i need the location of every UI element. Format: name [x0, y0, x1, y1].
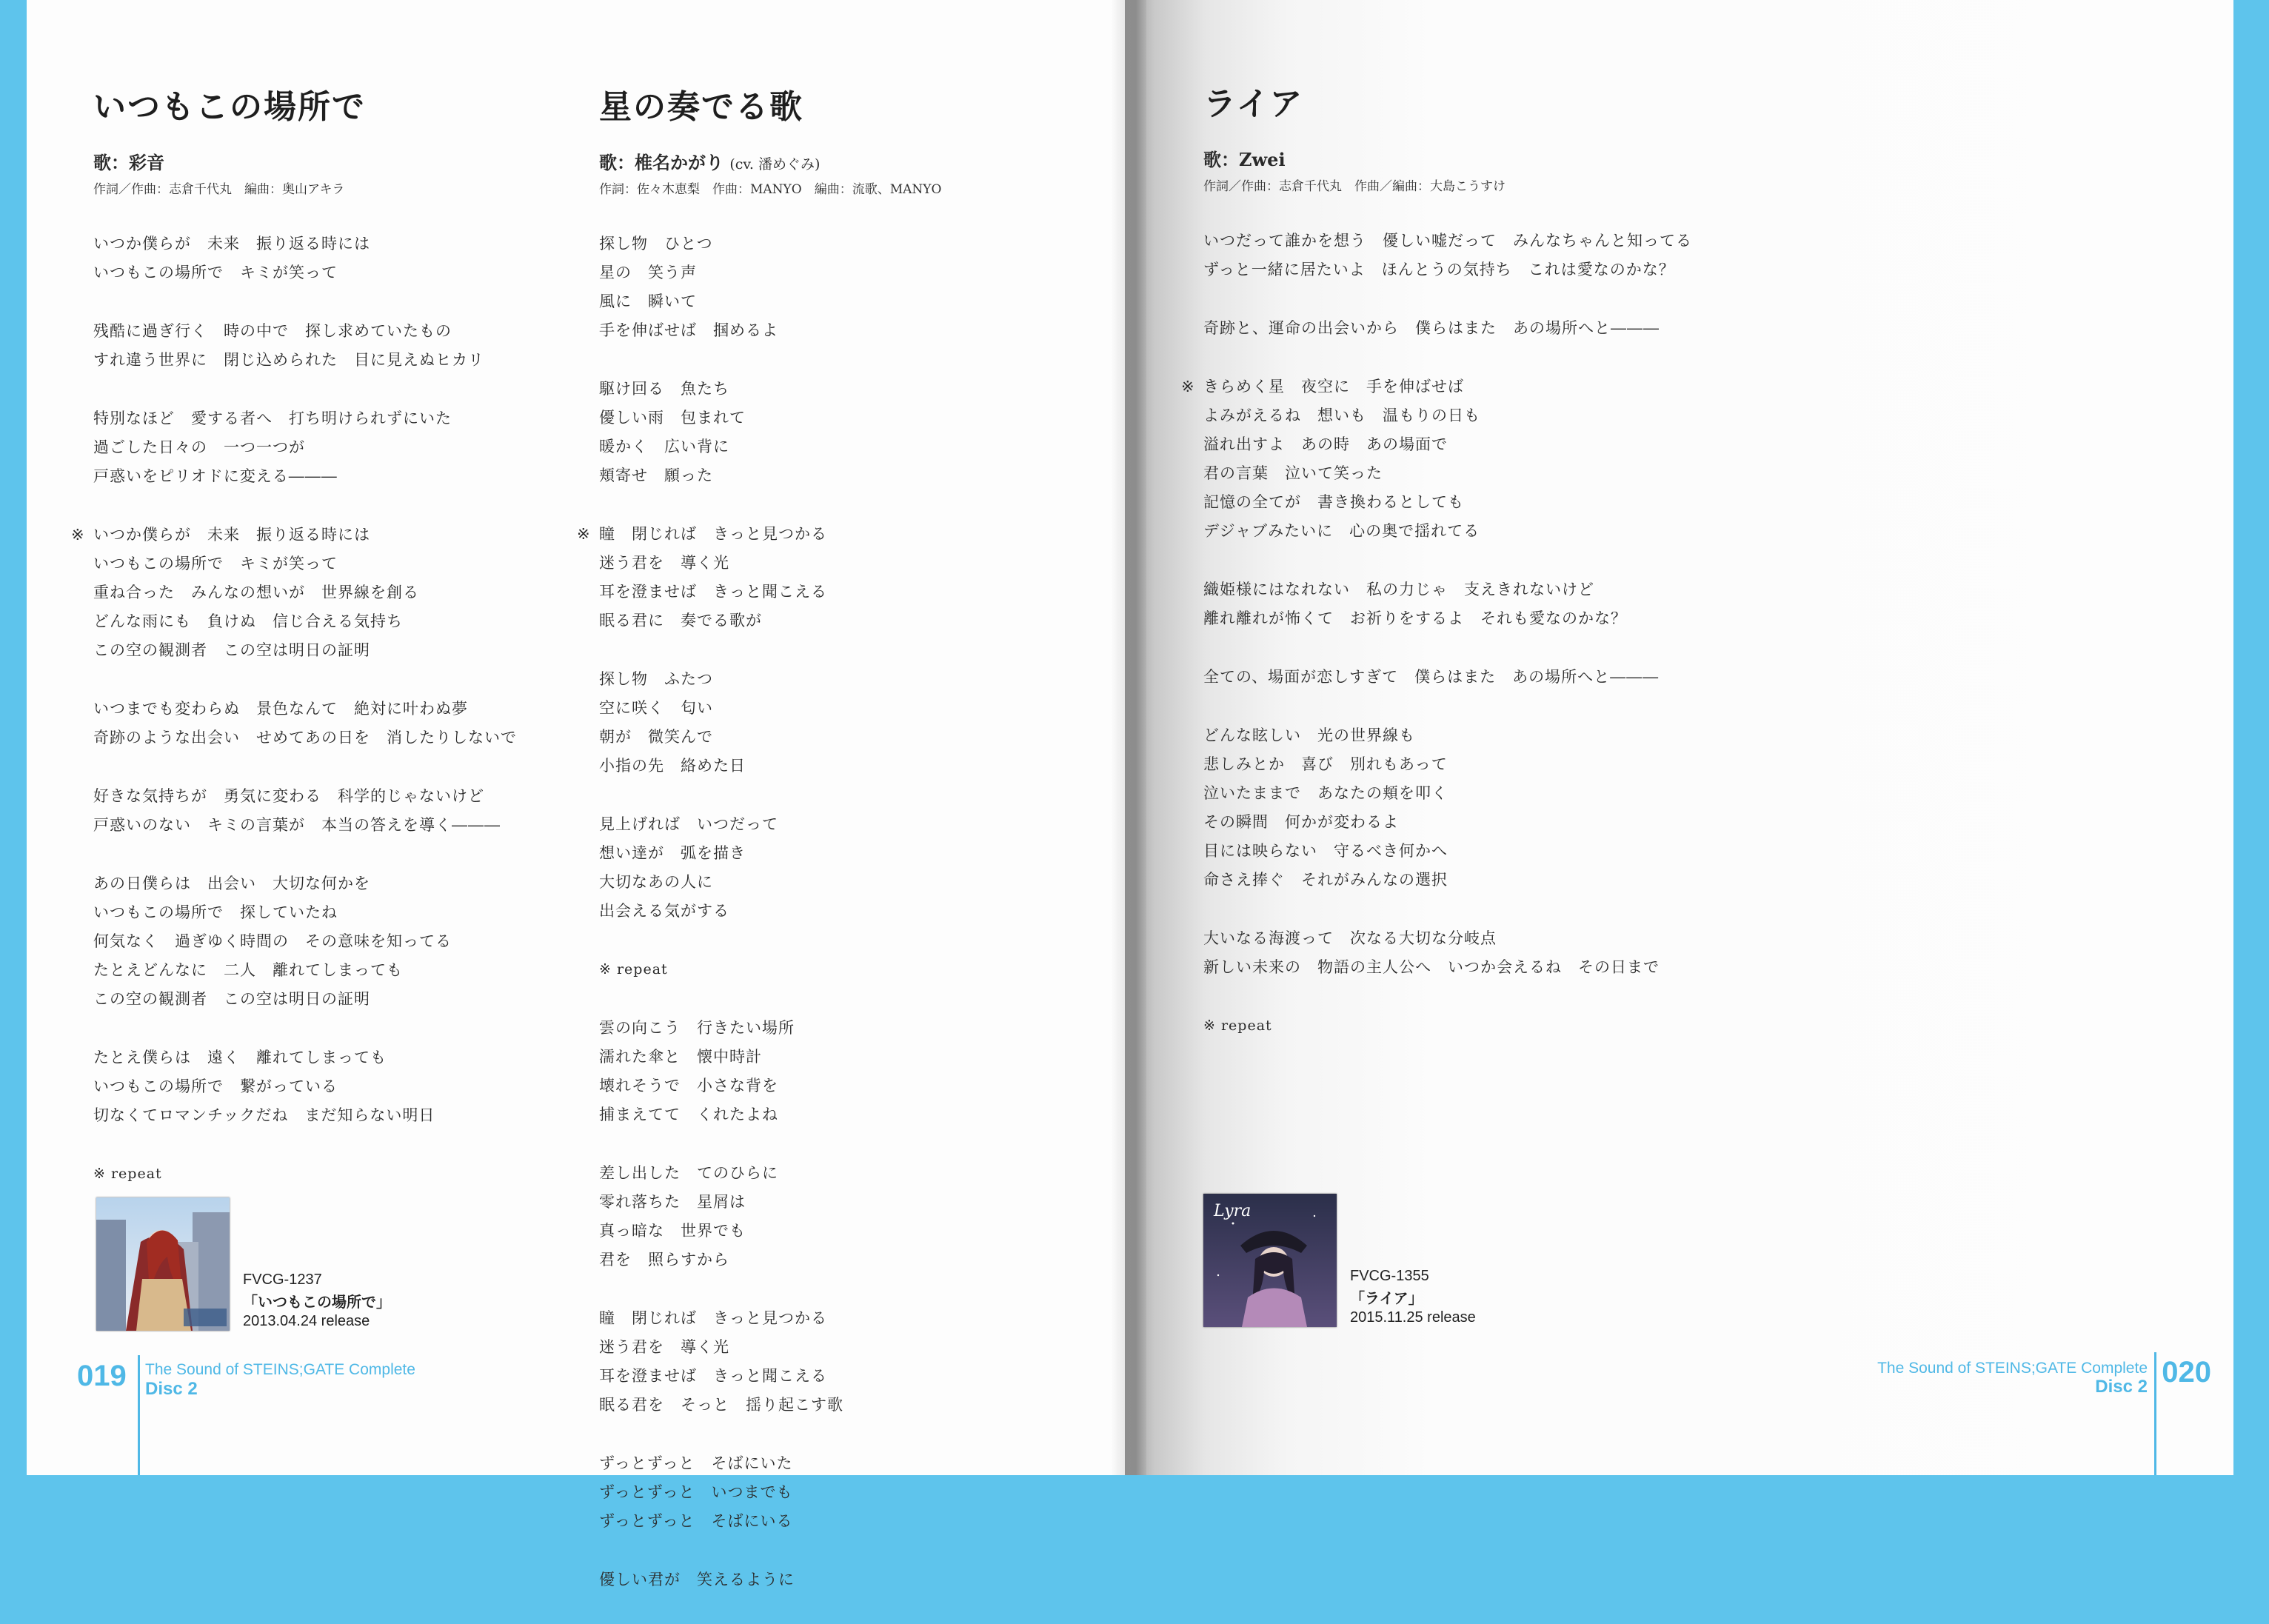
lyric-line: 暖かく 広い背に — [599, 438, 729, 455]
song-block-hoshi — [599, 80, 941, 1624]
lyric-line: 特別なほど 愛する者へ 打ち明けられずにいた — [93, 410, 452, 427]
lyric-stanza — [1203, 924, 1692, 982]
jacket-art-icon — [96, 1197, 230, 1331]
lyric-stanza — [93, 695, 517, 752]
lyric-line: 濡れた傘と 懐中時計 — [599, 1048, 762, 1066]
lyric-line: ※ きらめく星 夜空に 手を伸ばせば — [1203, 372, 1692, 401]
lyric-line: 奇跡のような出会い せめてあの日を 消したりしないで — [93, 729, 517, 746]
lyric-line: 眠る君を そっと 揺り起こす歌 — [599, 1396, 843, 1414]
lyric-line: どんな雨にも 負けぬ 信じ合える気持ち — [93, 612, 403, 630]
song-title: ライア — [1203, 85, 1304, 123]
lyric-line: 君を 照らすから — [599, 1251, 729, 1269]
lyric-line: いつもこの場所で キミが笑って — [93, 264, 338, 281]
lyric-stanza — [599, 1565, 941, 1594]
lyric-line: 瞳 閉じれば きっと見つかる — [599, 1309, 827, 1327]
cd-jacket-image — [1203, 1194, 1337, 1327]
lyric-line: どんな眩しい 光の世界線も — [1203, 726, 1415, 744]
lyric-line: 記憶の全てが 書き換わるとしても — [1203, 493, 1464, 511]
lyric-line: ※ repeat — [1203, 1017, 1272, 1034]
release-date: 2013.04.24 release — [243, 1313, 370, 1329]
lyric-line: いつもこの場所で 探していたね — [93, 903, 338, 921]
lyric-line: 君の言葉 泣いて笑った — [1203, 464, 1383, 482]
lyric-stanza — [599, 1159, 941, 1274]
song-title: いつもこの場所で — [93, 88, 366, 126]
lyric-line: 重ね合った みんなの想いが 世界線を創る — [93, 584, 419, 601]
cd-jacket-image — [96, 1197, 230, 1331]
lyric-line: 星の 笑う声 — [599, 264, 697, 281]
lyric-stanza — [1203, 1012, 1692, 1040]
lyric-stanza — [1203, 721, 1692, 895]
lyric-stanza — [599, 230, 941, 345]
lyric-line: 迷う君を 導く光 — [599, 554, 729, 572]
page-number: 019 — [77, 1360, 127, 1392]
lyric-stanza — [1203, 372, 1692, 546]
lyric-line: 優しい雨 包まれて — [599, 409, 746, 427]
lyric-stanza — [599, 810, 941, 926]
lyric-line: 差し出した てのひらに — [599, 1164, 778, 1182]
lyric-line: 出会える気がする — [599, 902, 729, 920]
lyric-line: よみがえるね 想いも 温もりの日も — [1203, 407, 1480, 424]
lyric-stanza — [93, 404, 517, 491]
folio-rule — [2154, 1352, 2156, 1475]
lyric-stanza — [599, 520, 941, 635]
lyric-line: 過ごした日々の 一つ一つが — [93, 438, 305, 456]
page-number: 020 — [2162, 1356, 2211, 1389]
lyric-line: その瞬間 何かが変わるよ — [1203, 813, 1399, 831]
lyric-line: ずっとずっと いつまでも — [599, 1483, 793, 1501]
lyric-line: 溢れ出すよ あの時 あの場面で — [1203, 435, 1448, 453]
lyric-line: ずっとずっと そばにいる — [599, 1512, 793, 1530]
release-text — [243, 1272, 391, 1330]
song-block-itsumo — [93, 80, 517, 1218]
lyric-line: 優しい君が 笑えるように — [599, 1571, 795, 1588]
lyric-stanza — [599, 1304, 941, 1420]
lyric-line: 雲の向こう 行きたい場所 — [599, 1019, 795, 1037]
lyric-line: 風に 瞬いて — [599, 293, 697, 310]
song-credits: 作詞／作曲：志倉千代丸 作曲／編曲：大島こうすけ — [1203, 179, 1506, 194]
right-page — [1125, 0, 2233, 1475]
lyric-line: 命さえ捧ぐ それがみんなの選択 — [1203, 871, 1448, 889]
lyric-line: 何気なく 過ぎゆく時間の その意味を知ってる — [93, 932, 452, 950]
svg-text:Lyra: Lyra — [1214, 1202, 1252, 1220]
lyric-line: 空に咲く 匂い — [599, 699, 713, 717]
series-title: The Sound of STEINS;GATE Complete — [145, 1361, 415, 1378]
lyric-line: 悲しみとか 喜び 別れもあって — [1203, 755, 1448, 773]
lyric-line: 見上げれば いつだって — [599, 815, 778, 833]
lyric-stanza — [1203, 314, 1692, 343]
lyric-line: ※ repeat — [93, 1166, 162, 1182]
lyric-line: 駆け回る 魚たち — [599, 380, 729, 398]
lyric-line: 切なくてロマンチックだね まだ知らない明日 — [93, 1106, 435, 1124]
lyric-line: 離れ離れが怖くて お祈りをするよ それも愛なのかな？ — [1203, 609, 1627, 627]
lyric-line: 耳を澄ませば きっと聞こえる — [599, 583, 827, 601]
lyric-stanza — [1203, 663, 1692, 692]
lyric-line: あの日僕らは 出会い 大切な何かを — [93, 875, 370, 892]
lyric-line: 新しい未来の 物語の主人公へ いつか会えるね その日まで — [1203, 958, 1660, 976]
lyric-line: 想い達が 弧を描き — [599, 844, 746, 862]
lyric-line: たとえどんなに 二人 離れてしまっても — [93, 961, 403, 979]
lyric-line: デジャブみたいに 心の奥で揺れてる — [1203, 522, 1480, 540]
lyric-line: 探し物 ひとつ — [599, 235, 713, 253]
lyric-line: 泣いたままで あなたの頬を叩く — [1203, 784, 1448, 802]
lyric-line: ずっとずっと そばにいた — [599, 1454, 793, 1472]
lyric-line: いつもこの場所で キミが笑って — [93, 555, 338, 572]
lyrics — [599, 230, 941, 1594]
lyric-line: 奇跡と、運命の出会いから 僕らはまた あの場所へと――― — [1203, 319, 1660, 337]
lyric-stanza — [93, 521, 517, 665]
song-title: 星の奏でる歌 — [599, 88, 803, 126]
song-singer: 歌：Zwei — [1203, 149, 1286, 170]
lyric-stanza — [93, 1160, 517, 1189]
lyric-line: 大切なあの人に — [599, 873, 713, 891]
book-gutter-shadow — [1111, 0, 1146, 1475]
lyric-stanza — [93, 869, 517, 1014]
lyric-stanza — [599, 955, 941, 984]
lyric-line: 壊れそうで 小さな背を — [599, 1077, 778, 1095]
lyric-stanza — [599, 1449, 941, 1536]
lyric-stanza — [93, 782, 517, 840]
lyric-line: ※ repeat — [599, 961, 668, 978]
lyric-line: いつまでも変わらぬ 景色なんて 絶対に叶わぬ夢 — [93, 700, 468, 718]
lyric-line: 朝が 微笑んで — [599, 728, 713, 746]
lyric-stanza — [1203, 575, 1692, 633]
song-singer: 歌：彩音 — [93, 152, 164, 173]
lyric-line: ※ いつか僕らが 未来 振り返る時には — [93, 521, 517, 549]
lyric-stanza — [93, 1043, 517, 1130]
release-date: 2015.11.25 release — [1350, 1309, 1476, 1326]
left-page — [27, 0, 1125, 1588]
disc-label: Disc 2 — [2095, 1377, 2148, 1397]
catalog-number: FVCG-1355 — [1350, 1268, 1429, 1284]
lyric-line: 織姫様にはなれない 私の力じゃ 支えきれないけど — [1203, 581, 1594, 598]
song-singer: 歌：椎名かがり (cv. 潘めぐみ) — [599, 152, 821, 173]
lyric-stanza — [599, 665, 941, 781]
jacket-art-icon — [1203, 1194, 1337, 1327]
page-folio-right — [1791, 1352, 2233, 1475]
lyric-line: 迷う君を 導く光 — [599, 1338, 729, 1356]
lyric-line: 全ての、場面が恋しすぎて 僕らはまた あの場所へと――― — [1203, 668, 1660, 686]
lyric-stanza — [93, 317, 517, 375]
song-credits: 作詞：佐々木恵梨 作曲：MANYO 編曲：流歌、MANYO — [599, 182, 942, 197]
lyric-line: 手を伸ばせば 掴めるよ — [599, 321, 778, 339]
lyric-stanza — [599, 1014, 941, 1129]
lyric-line: 探し物 ふたつ — [599, 670, 713, 688]
lyric-line: すれ違う世界に 閉じ込められた 目に見えぬヒカリ — [93, 351, 484, 369]
page-folio-left — [27, 1355, 471, 1475]
release-title: 「いつもこの場所で」 — [243, 1294, 391, 1311]
folio-rule — [138, 1355, 140, 1475]
lyric-stanza — [599, 375, 941, 490]
lyric-line: いつだって誰かを想う 優しい嘘だって みんなちゃんと知ってる — [1203, 232, 1692, 250]
catalog-number: FVCG-1237 — [243, 1272, 322, 1288]
lyric-line: 小指の先 絡めた日 — [599, 757, 746, 775]
lyric-line: 耳を澄ませば きっと聞こえる — [599, 1367, 827, 1385]
release-text — [1350, 1268, 1476, 1326]
lyric-line: たとえ僕らは 遠く 離れてしまっても — [93, 1049, 387, 1066]
lyric-stanza — [1203, 227, 1692, 284]
lyric-line: この空の観測者 この空は明日の証明 — [93, 990, 370, 1008]
release-title: 「ライア」 — [1350, 1291, 1423, 1307]
lyric-line: この空の観測者 この空は明日の証明 — [93, 641, 370, 659]
lyric-line: 捕まえてて くれたよね — [599, 1106, 778, 1123]
lyric-line: ※ 瞳 閉じれば きっと見つかる — [599, 520, 941, 549]
lyric-line: 零れ落ちた 星屑は — [599, 1193, 746, 1211]
song-credits: 作詞／作曲：志倉千代丸 編曲：奥山アキラ — [93, 182, 345, 197]
lyric-stanza — [93, 230, 517, 287]
lyric-line: 大いなる海渡って 次なる大切な分岐点 — [1203, 929, 1497, 947]
lyric-line: いつか僕らが 未来 振り返る時には — [93, 235, 370, 253]
lyric-line: 頬寄せ 願った — [599, 467, 713, 484]
lyric-line: 真っ暗な 世界でも — [599, 1222, 746, 1240]
lyric-line: 戸惑いのない キミの言葉が 本当の答えを導く――― — [93, 816, 501, 834]
lyrics — [1203, 227, 1692, 1040]
song-block-liar — [1203, 77, 1692, 1070]
lyric-line: 好きな気持ちが 勇気に変わる 科学的じゃないけど — [93, 787, 484, 805]
lyric-line: いつもこの場所で 繋がっている — [93, 1077, 338, 1095]
lyric-line: ずっと一緒に居たいよ ほんとうの気持ち これは愛なのかな？ — [1203, 261, 1675, 278]
series-title: The Sound of STEINS;GATE Complete — [1877, 1360, 2148, 1377]
lyric-line: 眠る君に 奏でる歌が — [599, 612, 762, 629]
lyric-line: 戸惑いをピリオドに変える――― — [93, 467, 338, 485]
disc-label: Disc 2 — [145, 1379, 198, 1399]
lyrics — [93, 230, 517, 1189]
lyric-line: 残酷に過ぎ行く 時の中で 探し求めていたもの — [93, 322, 452, 340]
lyric-line: 目には映らない 守るべき何かへ — [1203, 842, 1448, 860]
